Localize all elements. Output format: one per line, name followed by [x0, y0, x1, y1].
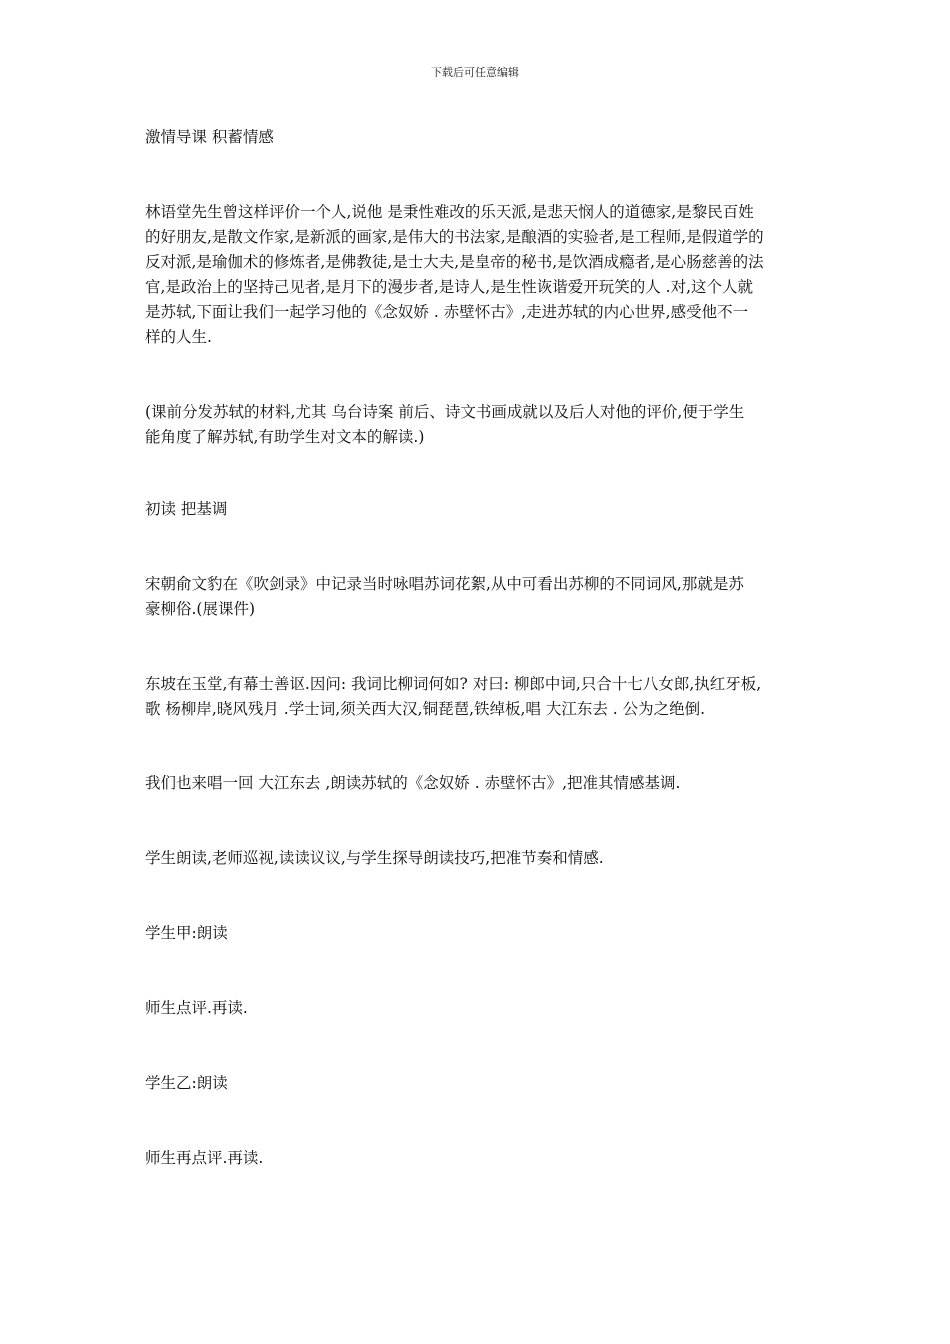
students-read-paragraph: 学生朗读,老师巡视,读读议议,与学生探导朗读技巧,把准节奏和情感. — [145, 849, 604, 867]
section-heading-first-read: 初读 把基调 — [145, 500, 228, 518]
intro-line: 官,是政治上的坚持己见者,是月下的漫步者,是诗人,是生性诙谐爱开玩笑的人 .对,这个人就 — [145, 278, 753, 296]
page-header-note: 下载后可任意编辑 — [431, 66, 519, 79]
song-line: 豪柳俗.(展课件) — [145, 600, 256, 618]
sing-paragraph: 我们也来唱一回 大江东去 ,朗读苏轼的《念奴娇 . 赤壁怀古》,把准其情感基调. — [145, 774, 681, 792]
intro-line: 反对派,是瑜伽术的修炼者,是佛教徒,是士大夫,是皇帝的秘书,是饮酒成瘾者,是心肠慈善的法 — [145, 253, 764, 271]
student-b-line: 学生乙:朗读 — [145, 1074, 228, 1092]
intro-line: 林语堂先生曾这样评价一个人,说他 是秉性难改的乐天派,是悲天悯人的道德家,是黎民百姓 — [145, 203, 754, 221]
dongpo-anecdote-paragraph — [145, 672, 810, 722]
intro-paragraph — [145, 200, 810, 350]
teaching-note-paragraph — [145, 400, 810, 450]
song-line: 宋朝俞文豹在《吹剑录》中记录当时咏唱苏词花絮,从中可看出苏柳的不同词风,那就是苏 — [145, 575, 744, 593]
section-heading-intro: 激情导课 积蓄情感 — [145, 128, 274, 146]
note-line: (课前分发苏轼的材料,尤其 乌台诗案 前后、诗文书画成就以及后人对他的评价,便于学生 — [145, 403, 745, 421]
intro-line: 样的人生. — [145, 328, 212, 346]
dongpo-line: 歌 杨柳岸,晓风残月 .学士词,须关西大汉,铜琵琶,铁绰板,唱 大江东去 . 公为之绝倒. — [145, 700, 706, 718]
intro-line: 的好朋友,是散文作家,是新派的画家,是伟大的书法家,是酿酒的实验者,是工程师,是假道学的 — [145, 228, 764, 246]
intro-line: 是苏轼,下面让我们一起学习他的《念奴娇 . 赤壁怀古》,走进苏轼的内心世界,感受他不一 — [145, 303, 749, 321]
comment-line-2: 师生再点评.再读. — [145, 1149, 264, 1167]
song-dynasty-paragraph — [145, 572, 810, 622]
student-a-line: 学生甲:朗读 — [145, 924, 228, 942]
comment-line-1: 师生点评.再读. — [145, 999, 248, 1017]
dongpo-line: 东坡在玉堂,有幕士善讴.因问: 我词比柳词何如? 对曰: 柳郎中词,只合十七八女郎,执红牙板, — [145, 675, 762, 693]
note-line: 能角度了解苏轼,有助学生对文本的解读.) — [145, 428, 425, 446]
